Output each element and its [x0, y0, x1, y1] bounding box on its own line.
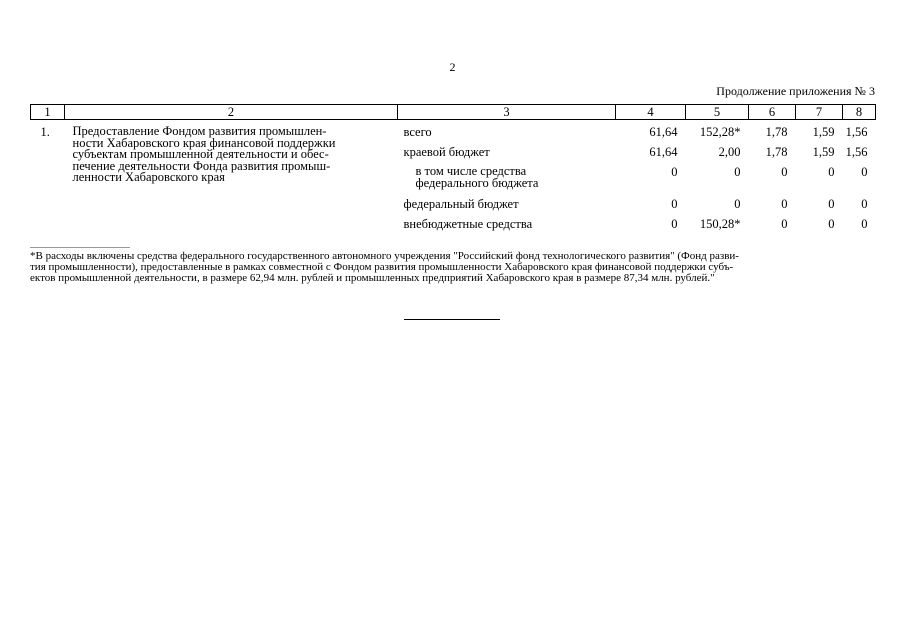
footnote-divider: [30, 247, 130, 248]
value-cell: 152,28*: [699, 125, 741, 139]
value-cell: 1,78: [765, 125, 788, 139]
value-cell: 1,56: [845, 145, 868, 159]
value-cell: 1,78: [765, 145, 788, 159]
funding-source: [398, 166, 616, 198]
header-cell: 7: [796, 105, 843, 120]
funding-source: всего: [403, 125, 432, 139]
value-cell: 0: [781, 197, 788, 211]
item-name: [65, 120, 398, 239]
header-cell: 5: [686, 105, 749, 120]
item-number: 1.: [40, 125, 50, 139]
funding-source-line: в том числе средства: [415, 164, 527, 178]
funding-source: краевой бюджет: [403, 145, 490, 159]
end-divider: [404, 319, 500, 320]
value-cell: 1,59: [812, 125, 835, 139]
table-row: [31, 120, 876, 147]
header-cell: 4: [616, 105, 686, 120]
value-cell: 2,00: [718, 145, 741, 159]
continuation-label: Продолжение приложения № 3: [716, 84, 875, 98]
header-cell: 2: [65, 105, 398, 120]
funding-source: внебюджетные средства: [403, 217, 533, 231]
header-cell: 1: [31, 105, 65, 120]
footnote-line: ектов промышленной деятельности, в размере 62,94 млн. рублей и промышленных предприятий Хабаровского края в размере 87,34 млн. рублей.": [30, 272, 715, 284]
value-cell: 61,64: [649, 145, 678, 159]
value-cell: 0: [781, 217, 788, 231]
funding-source-line: федерального бюджета: [415, 175, 539, 190]
header-cell: 8: [843, 105, 876, 120]
value-cell: 0: [671, 217, 678, 231]
footnote-line: тия промышленности), предоставленные в рамках совместной с Фондом развития промышленности Хабаровского края финансовой поддержки субъ-: [30, 261, 734, 273]
value-cell: 0: [734, 197, 741, 211]
value-cell: 0: [671, 165, 678, 179]
footnote: [30, 251, 875, 284]
header-cell: 3: [398, 105, 616, 120]
expenditure-table: [30, 104, 876, 238]
funding-source: федеральный бюджет: [403, 197, 519, 211]
item-name-line: печение деятельности Фонда развития промыш-: [72, 158, 331, 173]
value-cell: 0: [828, 197, 835, 211]
value-cell: 1,59: [812, 145, 835, 159]
value-cell: 61,64: [649, 125, 678, 139]
value-cell: 0: [861, 217, 868, 231]
value-cell: 1,56: [845, 125, 868, 139]
value-cell: 0: [781, 165, 788, 179]
item-name-line: ности Хабаровского края финансовой поддержки: [72, 135, 336, 150]
value-cell: 0: [861, 197, 868, 211]
value-cell: 150,28*: [699, 217, 741, 231]
header-cell: 6: [749, 105, 796, 120]
value-cell: 0: [671, 197, 678, 211]
value-cell: 0: [828, 217, 835, 231]
value-cell: 0: [828, 165, 835, 179]
item-name-line: Предоставление Фондом развития промышлен-: [72, 124, 327, 138]
header-row: [31, 105, 876, 120]
value-cell: 0: [861, 165, 868, 179]
item-name-line: субъектам промышленной деятельности и обес-: [72, 147, 329, 161]
value-cell: 0: [734, 165, 741, 179]
item-name-line: ленности Хабаровского края: [72, 170, 225, 184]
footnote-line: *В расходы включены средства федерального государственного автономного учреждения "Российский фонд технологического развития" (Фонд разви-: [30, 250, 739, 262]
page-number: 2: [449, 60, 456, 74]
